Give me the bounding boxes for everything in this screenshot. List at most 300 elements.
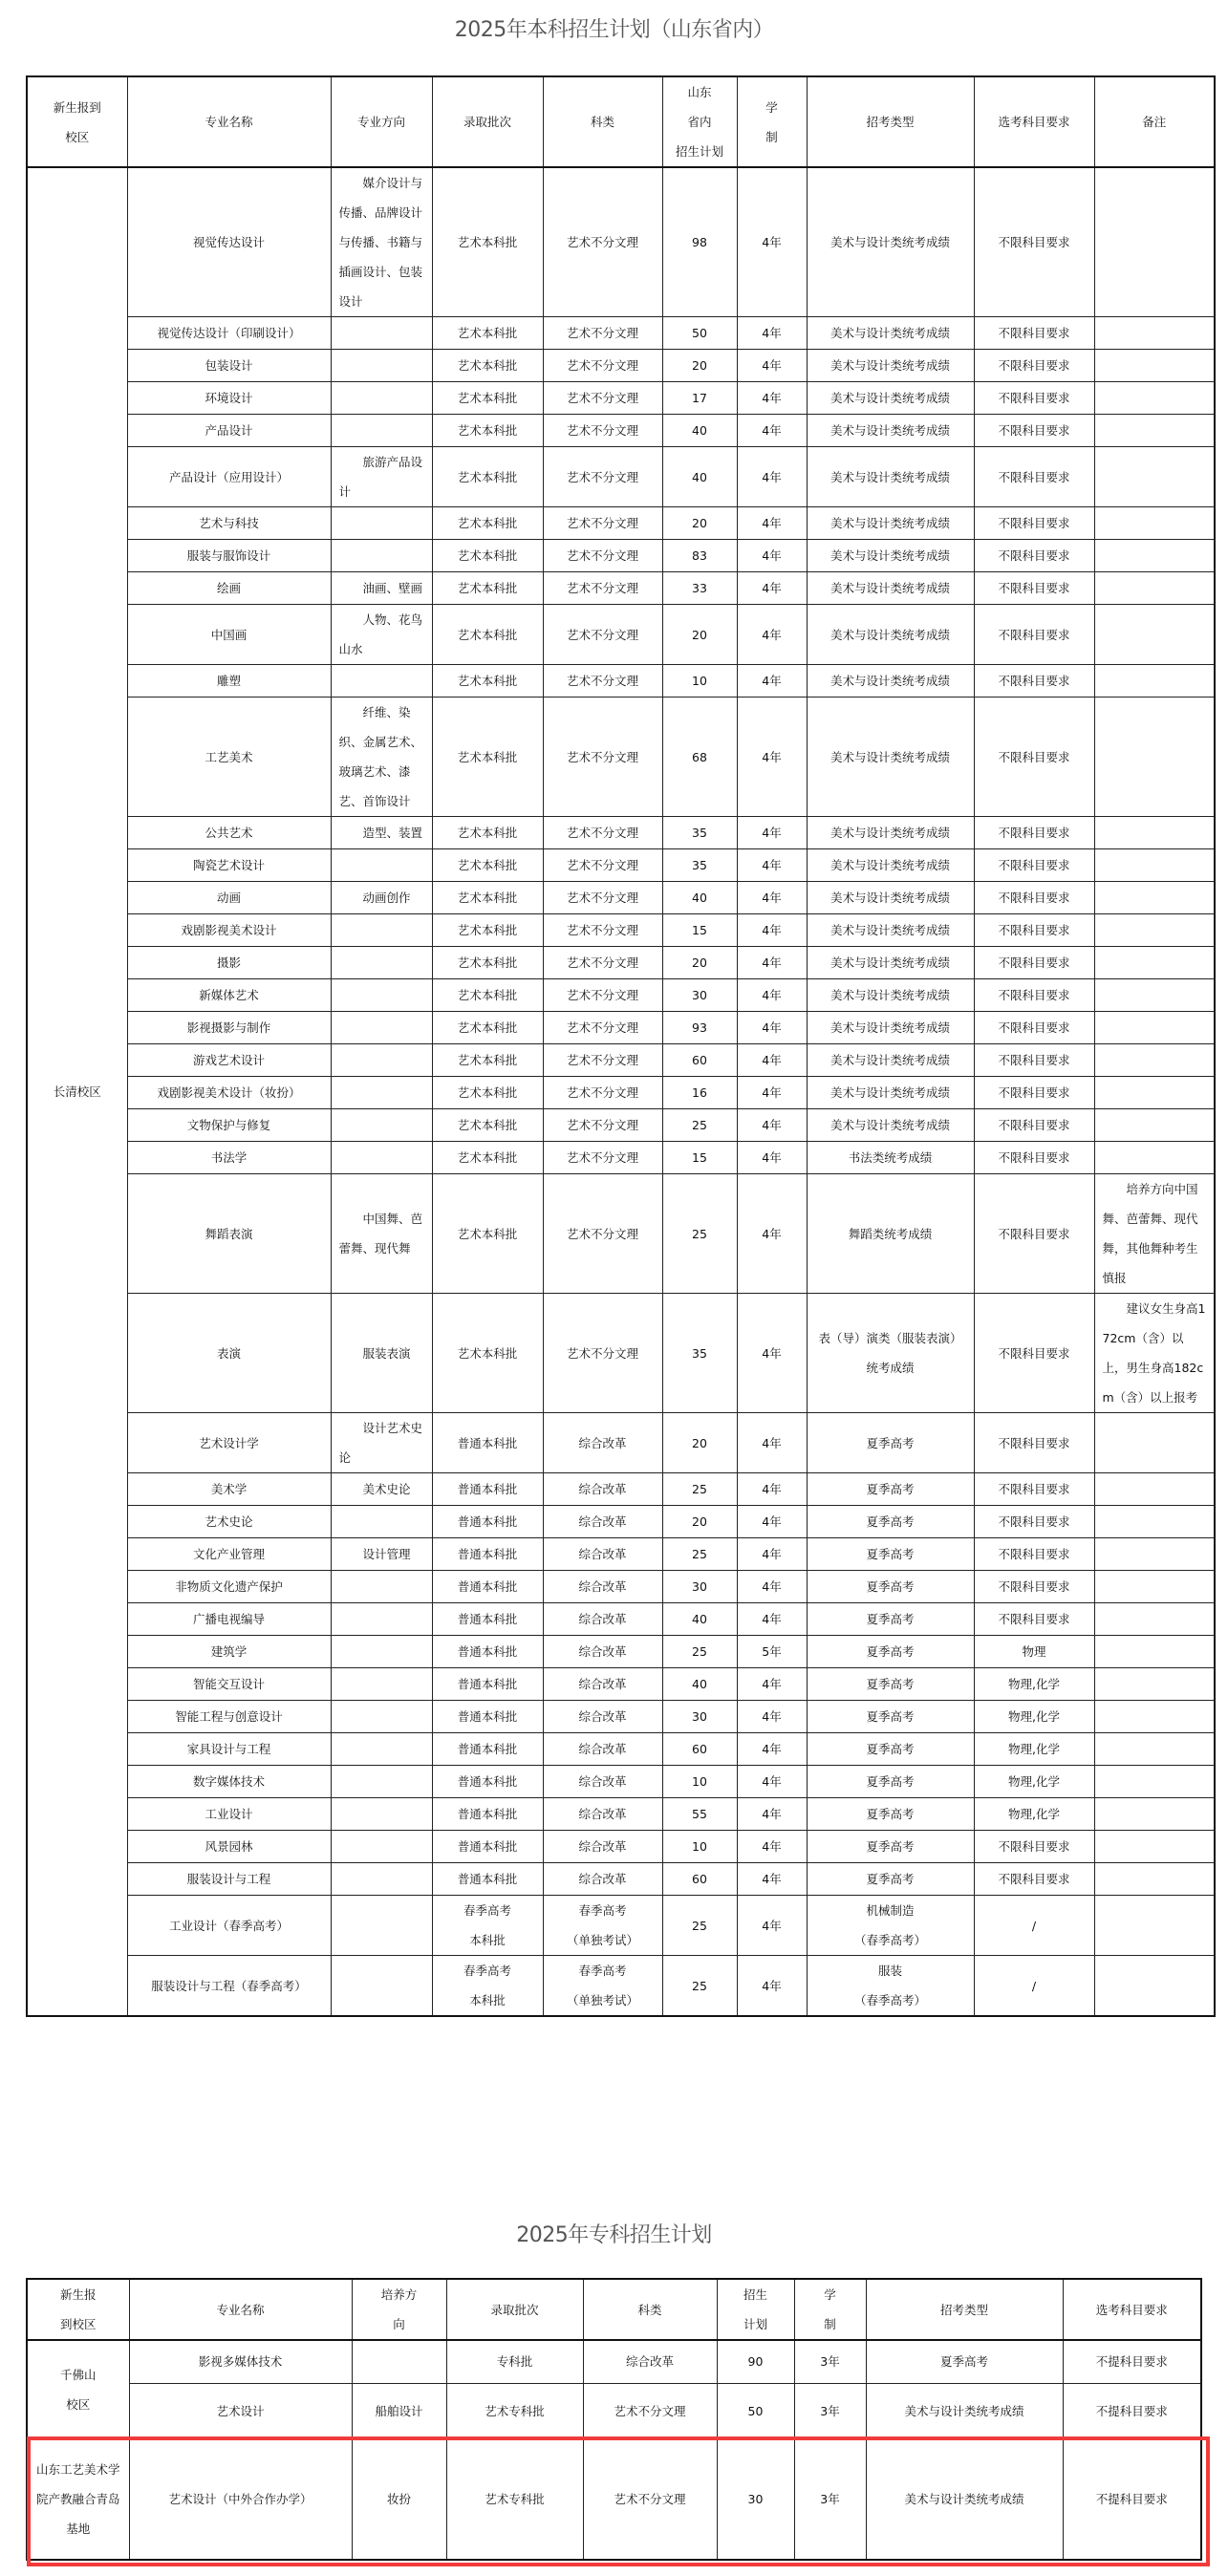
admission-batch: 艺术本科批 bbox=[432, 1012, 543, 1044]
subject-category: 综合改革 bbox=[543, 1766, 662, 1798]
table-row bbox=[27, 1174, 1215, 1294]
plan-count: 25 bbox=[662, 1109, 737, 1142]
duration: 4年 bbox=[737, 1701, 807, 1733]
table-row bbox=[27, 1863, 1215, 1896]
plan-count: 40 bbox=[662, 447, 737, 507]
table-row bbox=[27, 2340, 1201, 2383]
subject-category: 综合改革 bbox=[543, 1538, 662, 1571]
major-direction: 油画、壁画 bbox=[331, 572, 432, 605]
table-row bbox=[27, 1109, 1215, 1142]
major-name: 数字媒体技术 bbox=[127, 1766, 331, 1798]
admission-batch: 艺术本科批 bbox=[432, 415, 543, 447]
table-row bbox=[27, 415, 1215, 447]
table-row bbox=[27, 382, 1215, 415]
major-name: 产品设计（应用设计） bbox=[127, 447, 331, 507]
table-row bbox=[27, 979, 1215, 1012]
major-name: 中国画 bbox=[127, 605, 331, 665]
remarks bbox=[1094, 1701, 1215, 1733]
duration: 4年 bbox=[737, 1012, 807, 1044]
plan-count: 20 bbox=[662, 507, 737, 540]
duration: 4年 bbox=[737, 1798, 807, 1831]
admission-batch: 普通本科批 bbox=[432, 1603, 543, 1636]
remarks bbox=[1094, 698, 1215, 817]
subject-requirement: 不限科目要求 bbox=[974, 167, 1094, 317]
duration: 4年 bbox=[737, 947, 807, 979]
duration: 4年 bbox=[737, 382, 807, 415]
plan-count: 20 bbox=[662, 1506, 737, 1538]
plan-count: 30 bbox=[717, 2438, 794, 2560]
subject-category: 艺术不分文理 bbox=[543, 698, 662, 817]
exam-type: 美术与设计类统考成绩 bbox=[807, 167, 974, 317]
plan-count: 15 bbox=[662, 1142, 737, 1174]
major-name: 新媒体艺术 bbox=[127, 979, 331, 1012]
plan-count: 60 bbox=[662, 1863, 737, 1896]
major-direction bbox=[331, 1863, 432, 1896]
admission-batch: 普通本科批 bbox=[432, 1863, 543, 1896]
remarks bbox=[1094, 1142, 1215, 1174]
major-direction: 人物、花鸟山水 bbox=[331, 605, 432, 665]
table-row bbox=[27, 817, 1215, 849]
admission-batch: 艺术本科批 bbox=[432, 665, 543, 698]
admission-batch: 普通本科批 bbox=[432, 1798, 543, 1831]
major-direction bbox=[352, 2340, 446, 2383]
exam-type: 美术与设计类统考成绩 bbox=[807, 1077, 974, 1109]
admission-batch: 艺术本科批 bbox=[432, 605, 543, 665]
subject-category: 综合改革 bbox=[543, 1863, 662, 1896]
duration: 5年 bbox=[737, 1636, 807, 1668]
table-row bbox=[27, 1142, 1215, 1174]
major-direction bbox=[331, 1506, 432, 1538]
plan-count: 30 bbox=[662, 979, 737, 1012]
admission-batch: 春季高考 本科批 bbox=[432, 1896, 543, 1956]
campus-cell: 山东工艺美术学院产教融合青岛基地 bbox=[27, 2438, 129, 2560]
table-header-row bbox=[27, 76, 1215, 167]
subject-requirement: 不限科目要求 bbox=[974, 914, 1094, 947]
major-name: 艺术设计 bbox=[129, 2383, 352, 2438]
exam-type: 夏季高考 bbox=[807, 1831, 974, 1863]
undergrad-plan-table bbox=[26, 75, 1216, 2017]
table-row bbox=[27, 1538, 1215, 1571]
column-header: 备注 bbox=[1094, 76, 1215, 167]
remarks bbox=[1094, 1603, 1215, 1636]
remarks bbox=[1094, 350, 1215, 382]
major-direction bbox=[331, 914, 432, 947]
subject-requirement: 不限科目要求 bbox=[974, 979, 1094, 1012]
subject-category: 艺术不分文理 bbox=[543, 1142, 662, 1174]
subject-requirement: 不限科目要求 bbox=[974, 507, 1094, 540]
column-header: 培养方 向 bbox=[352, 2279, 446, 2340]
major-name: 艺术设计（中外合作办学） bbox=[129, 2438, 352, 2560]
subject-requirement: 不限科目要求 bbox=[974, 1109, 1094, 1142]
campus-cell: 千佛山 校区 bbox=[27, 2340, 129, 2438]
remarks bbox=[1094, 1538, 1215, 1571]
remarks bbox=[1094, 1863, 1215, 1896]
remarks bbox=[1094, 317, 1215, 350]
plan-count: 10 bbox=[662, 1831, 737, 1863]
duration: 4年 bbox=[737, 1109, 807, 1142]
exam-type: 夏季高考 bbox=[807, 1636, 974, 1668]
remarks bbox=[1094, 167, 1215, 317]
plan-count: 10 bbox=[662, 665, 737, 698]
duration: 4年 bbox=[737, 882, 807, 914]
plan-count: 60 bbox=[662, 1044, 737, 1077]
subject-category: 艺术不分文理 bbox=[543, 540, 662, 572]
admission-batch: 普通本科批 bbox=[432, 1636, 543, 1668]
major-direction bbox=[331, 382, 432, 415]
remarks bbox=[1094, 947, 1215, 979]
subject-category: 艺术不分文理 bbox=[543, 1077, 662, 1109]
major-name: 服装设计与工程 bbox=[127, 1863, 331, 1896]
remarks bbox=[1094, 1571, 1215, 1603]
plan-count: 10 bbox=[662, 1766, 737, 1798]
duration: 4年 bbox=[737, 1956, 807, 2017]
plan-count: 20 bbox=[662, 947, 737, 979]
major-direction bbox=[331, 1077, 432, 1109]
duration: 3年 bbox=[794, 2438, 866, 2560]
plan-count: 40 bbox=[662, 415, 737, 447]
table-row bbox=[27, 447, 1215, 507]
remarks bbox=[1094, 1668, 1215, 1701]
subject-requirement: 不限科目要求 bbox=[974, 350, 1094, 382]
plan-count: 20 bbox=[662, 350, 737, 382]
subject-requirement: 不限科目要求 bbox=[974, 1044, 1094, 1077]
duration: 4年 bbox=[737, 914, 807, 947]
major-name: 舞蹈表演 bbox=[127, 1174, 331, 1294]
subject-requirement: 不限科目要求 bbox=[974, 1174, 1094, 1294]
major-name: 工业设计 bbox=[127, 1798, 331, 1831]
duration: 4年 bbox=[737, 1733, 807, 1766]
major-direction bbox=[331, 1109, 432, 1142]
plan-count: 25 bbox=[662, 1896, 737, 1956]
table-row bbox=[27, 1571, 1215, 1603]
plan-count: 35 bbox=[662, 849, 737, 882]
exam-type: 夏季高考 bbox=[807, 1798, 974, 1831]
major-name: 工业设计（春季高考） bbox=[127, 1896, 331, 1956]
duration: 4年 bbox=[737, 572, 807, 605]
remarks bbox=[1094, 415, 1215, 447]
table-row bbox=[27, 572, 1215, 605]
duration: 4年 bbox=[737, 1896, 807, 1956]
exam-type: 美术与设计类统考成绩 bbox=[807, 317, 974, 350]
remarks bbox=[1094, 540, 1215, 572]
major-name: 戏剧影视美术设计（妆扮） bbox=[127, 1077, 331, 1109]
major-name: 广播电视编导 bbox=[127, 1603, 331, 1636]
exam-type: 美术与设计类统考成绩 bbox=[807, 415, 974, 447]
admission-batch: 艺术本科批 bbox=[432, 1294, 543, 1413]
duration: 4年 bbox=[737, 540, 807, 572]
table-row bbox=[27, 350, 1215, 382]
plan-count: 33 bbox=[662, 572, 737, 605]
table-row bbox=[27, 1701, 1215, 1733]
exam-type: 夏季高考 bbox=[807, 1766, 974, 1798]
major-direction bbox=[331, 1896, 432, 1956]
admission-batch: 艺术本科批 bbox=[432, 540, 543, 572]
column-header: 科类 bbox=[583, 2279, 717, 2340]
subject-category: 艺术不分文理 bbox=[543, 1012, 662, 1044]
subject-category: 艺术不分文理 bbox=[543, 317, 662, 350]
table-row bbox=[27, 1956, 1215, 2017]
duration: 4年 bbox=[737, 1571, 807, 1603]
admission-batch: 艺术本科批 bbox=[432, 882, 543, 914]
major-direction bbox=[331, 415, 432, 447]
subject-requirement: 物理,化学 bbox=[974, 1733, 1094, 1766]
column-header: 专业名称 bbox=[129, 2279, 352, 2340]
column-header: 录取批次 bbox=[446, 2279, 583, 2340]
admission-batch: 艺术本科批 bbox=[432, 167, 543, 317]
subject-category: 艺术不分文理 bbox=[543, 605, 662, 665]
major-name: 陶瓷艺术设计 bbox=[127, 849, 331, 882]
subject-requirement: 物理,化学 bbox=[974, 1701, 1094, 1733]
table-row bbox=[27, 1413, 1215, 1473]
duration: 4年 bbox=[737, 1603, 807, 1636]
major-name: 美术学 bbox=[127, 1473, 331, 1506]
exam-type: 夏季高考 bbox=[807, 1603, 974, 1636]
subject-category: 艺术不分文理 bbox=[543, 507, 662, 540]
table-row bbox=[27, 605, 1215, 665]
table-row bbox=[27, 1473, 1215, 1506]
major-direction bbox=[331, 350, 432, 382]
exam-type: 美术与设计类统考成绩 bbox=[866, 2438, 1063, 2560]
remarks bbox=[1094, 447, 1215, 507]
exam-type: 美术与设计类统考成绩 bbox=[807, 447, 974, 507]
admission-batch: 艺术本科批 bbox=[432, 914, 543, 947]
major-direction: 船舶设计 bbox=[352, 2383, 446, 2438]
major-direction bbox=[331, 1956, 432, 2017]
subject-requirement: 不限科目要求 bbox=[974, 849, 1094, 882]
exam-type: 美术与设计类统考成绩 bbox=[807, 817, 974, 849]
plan-count: 98 bbox=[662, 167, 737, 317]
subject-requirement: / bbox=[974, 1956, 1094, 2017]
subject-category: 艺术不分文理 bbox=[543, 849, 662, 882]
table-row bbox=[27, 698, 1215, 817]
exam-type: 机械制造 （春季高考） bbox=[807, 1896, 974, 1956]
table-row bbox=[27, 1668, 1215, 1701]
exam-type: 美术与设计类统考成绩 bbox=[807, 979, 974, 1012]
subject-category: 艺术不分文理 bbox=[543, 350, 662, 382]
major-direction bbox=[331, 317, 432, 350]
plan-count: 25 bbox=[662, 1636, 737, 1668]
exam-type: 夏季高考 bbox=[807, 1863, 974, 1896]
remarks bbox=[1094, 665, 1215, 698]
remarks: 建议女生身高172cm（含）以上，男生身高182cm（含）以上报考 bbox=[1094, 1294, 1215, 1413]
duration: 3年 bbox=[794, 2383, 866, 2438]
exam-type: 书法类统考成绩 bbox=[807, 1142, 974, 1174]
admission-batch: 普通本科批 bbox=[432, 1831, 543, 1863]
duration: 4年 bbox=[737, 665, 807, 698]
admission-batch: 艺术本科批 bbox=[432, 1142, 543, 1174]
duration: 4年 bbox=[737, 1413, 807, 1473]
admission-batch: 艺术本科批 bbox=[432, 1174, 543, 1294]
column-header: 山东 省内 招生计划 bbox=[662, 76, 737, 167]
column-header: 科类 bbox=[543, 76, 662, 167]
major-direction bbox=[331, 1733, 432, 1766]
subject-category: 综合改革 bbox=[543, 1701, 662, 1733]
major-name: 非物质文化遗产保护 bbox=[127, 1571, 331, 1603]
subject-category: 艺术不分文理 bbox=[543, 1294, 662, 1413]
admission-batch: 专科批 bbox=[446, 2340, 583, 2383]
table-row bbox=[27, 849, 1215, 882]
exam-type: 美术与设计类统考成绩 bbox=[807, 882, 974, 914]
major-name: 艺术设计学 bbox=[127, 1413, 331, 1473]
remarks bbox=[1094, 605, 1215, 665]
column-header: 录取批次 bbox=[432, 76, 543, 167]
table-row bbox=[27, 1506, 1215, 1538]
subject-category: 综合改革 bbox=[543, 1603, 662, 1636]
remarks bbox=[1094, 572, 1215, 605]
major-name: 产品设计 bbox=[127, 415, 331, 447]
major-name: 视觉传达设计（印刷设计） bbox=[127, 317, 331, 350]
subject-requirement: 不限科目要求 bbox=[974, 572, 1094, 605]
subject-requirement: 不限科目要求 bbox=[974, 698, 1094, 817]
remarks bbox=[1094, 1956, 1215, 2017]
duration: 4年 bbox=[737, 1831, 807, 1863]
column-header: 专业名称 bbox=[127, 76, 331, 167]
major-name: 艺术与科技 bbox=[127, 507, 331, 540]
remarks bbox=[1094, 1831, 1215, 1863]
plan-count: 15 bbox=[662, 914, 737, 947]
subject-category: 艺术不分文理 bbox=[543, 382, 662, 415]
exam-type: 美术与设计类统考成绩 bbox=[807, 605, 974, 665]
major-direction: 媒介设计与传播、品牌设计与传播、书籍与插画设计、包装设计 bbox=[331, 167, 432, 317]
admission-batch: 艺术本科批 bbox=[432, 572, 543, 605]
admission-batch: 普通本科批 bbox=[432, 1413, 543, 1473]
subject-requirement: 不限科目要求 bbox=[974, 882, 1094, 914]
admission-batch: 艺术本科批 bbox=[432, 979, 543, 1012]
exam-type: 美术与设计类统考成绩 bbox=[807, 665, 974, 698]
plan-count: 90 bbox=[717, 2340, 794, 2383]
major-name: 绘画 bbox=[127, 572, 331, 605]
remarks bbox=[1094, 1798, 1215, 1831]
remarks bbox=[1094, 1413, 1215, 1473]
major-name: 家具设计与工程 bbox=[127, 1733, 331, 1766]
exam-type: 美术与设计类统考成绩 bbox=[807, 914, 974, 947]
exam-type: 服装 （春季高考） bbox=[807, 1956, 974, 2017]
admission-batch: 艺术专科批 bbox=[446, 2438, 583, 2560]
college-plan-table bbox=[26, 2278, 1202, 2561]
major-direction bbox=[331, 1012, 432, 1044]
remarks bbox=[1094, 914, 1215, 947]
remarks bbox=[1094, 1077, 1215, 1109]
major-name: 服装与服饰设计 bbox=[127, 540, 331, 572]
remarks bbox=[1094, 882, 1215, 914]
subject-category: 艺术不分文理 bbox=[543, 882, 662, 914]
exam-type: 舞蹈类统考成绩 bbox=[807, 1174, 974, 1294]
plan-count: 40 bbox=[662, 1668, 737, 1701]
subject-requirement: 不提科目要求 bbox=[1063, 2340, 1201, 2383]
admission-batch: 艺术本科批 bbox=[432, 507, 543, 540]
major-direction bbox=[331, 1571, 432, 1603]
exam-type: 美术与设计类统考成绩 bbox=[807, 1044, 974, 1077]
plan-count: 50 bbox=[662, 317, 737, 350]
exam-type: 表（导）演类（服装表演） 统考成绩 bbox=[807, 1294, 974, 1413]
remarks bbox=[1094, 507, 1215, 540]
plan-count: 20 bbox=[662, 1413, 737, 1473]
major-name: 包装设计 bbox=[127, 350, 331, 382]
major-name: 表演 bbox=[127, 1294, 331, 1413]
subject-category: 艺术不分文理 bbox=[543, 1044, 662, 1077]
duration: 4年 bbox=[737, 849, 807, 882]
subject-requirement: 物理,化学 bbox=[974, 1798, 1094, 1831]
subject-category: 艺术不分文理 bbox=[543, 167, 662, 317]
major-direction bbox=[331, 947, 432, 979]
table-row bbox=[27, 1798, 1215, 1831]
table-row bbox=[27, 540, 1215, 572]
major-direction: 造型、装置 bbox=[331, 817, 432, 849]
major-direction: 纤维、染织、金属艺术、玻璃艺术、漆艺、首饰设计 bbox=[331, 698, 432, 817]
remarks bbox=[1094, 1109, 1215, 1142]
duration: 4年 bbox=[737, 1044, 807, 1077]
subject-category: 综合改革 bbox=[543, 1636, 662, 1668]
major-direction bbox=[331, 1766, 432, 1798]
subject-requirement: 不限科目要求 bbox=[974, 817, 1094, 849]
major-direction: 旅游产品设计 bbox=[331, 447, 432, 507]
admission-batch: 艺术本科批 bbox=[432, 317, 543, 350]
major-name: 动画 bbox=[127, 882, 331, 914]
major-name: 风景园林 bbox=[127, 1831, 331, 1863]
plan-count: 35 bbox=[662, 817, 737, 849]
subject-requirement: 不限科目要求 bbox=[974, 540, 1094, 572]
major-direction bbox=[331, 1142, 432, 1174]
column-header: 招生 计划 bbox=[717, 2279, 794, 2340]
remarks bbox=[1094, 1766, 1215, 1798]
remarks bbox=[1094, 1636, 1215, 1668]
subject-requirement: 不限科目要求 bbox=[974, 1506, 1094, 1538]
subject-category: 艺术不分文理 bbox=[583, 2438, 717, 2560]
remarks bbox=[1094, 382, 1215, 415]
subject-requirement: 不限科目要求 bbox=[974, 382, 1094, 415]
admission-batch: 春季高考 本科批 bbox=[432, 1956, 543, 2017]
column-header: 新生报到 校区 bbox=[27, 76, 127, 167]
highlighted-table-row bbox=[27, 2438, 1201, 2560]
subject-category: 艺术不分文理 bbox=[583, 2383, 717, 2438]
subject-requirement: 不限科目要求 bbox=[974, 1012, 1094, 1044]
exam-type: 夏季高考 bbox=[807, 1733, 974, 1766]
duration: 4年 bbox=[737, 507, 807, 540]
subject-requirement: 不限科目要求 bbox=[974, 1831, 1094, 1863]
remarks bbox=[1094, 1012, 1215, 1044]
table-row bbox=[27, 1012, 1215, 1044]
column-header: 学 制 bbox=[737, 76, 807, 167]
column-header: 选考科目要求 bbox=[1063, 2279, 1201, 2340]
column-header: 招考类型 bbox=[807, 76, 974, 167]
major-name: 文化产业管理 bbox=[127, 1538, 331, 1571]
subject-category: 艺术不分文理 bbox=[543, 979, 662, 1012]
major-direction: 妆扮 bbox=[352, 2438, 446, 2560]
subject-category: 综合改革 bbox=[543, 1506, 662, 1538]
major-name: 戏剧影视美术设计 bbox=[127, 914, 331, 947]
column-header: 招考类型 bbox=[866, 2279, 1063, 2340]
admission-batch: 艺术本科批 bbox=[432, 382, 543, 415]
remarks bbox=[1094, 1506, 1215, 1538]
college-plan-title: 2025年专科招生计划 bbox=[516, 2223, 712, 2247]
exam-type: 美术与设计类统考成绩 bbox=[807, 947, 974, 979]
subject-category: 综合改革 bbox=[543, 1413, 662, 1473]
subject-category: 综合改革 bbox=[543, 1831, 662, 1863]
exam-type: 美术与设计类统考成绩 bbox=[807, 507, 974, 540]
subject-category: 艺术不分文理 bbox=[543, 1109, 662, 1142]
subject-requirement: 不限科目要求 bbox=[974, 1538, 1094, 1571]
subject-category: 综合改革 bbox=[543, 1473, 662, 1506]
major-name: 摄影 bbox=[127, 947, 331, 979]
admission-batch: 艺术本科批 bbox=[432, 1077, 543, 1109]
plan-count: 30 bbox=[662, 1571, 737, 1603]
major-name: 公共艺术 bbox=[127, 817, 331, 849]
major-name: 影视摄影与制作 bbox=[127, 1012, 331, 1044]
duration: 4年 bbox=[737, 350, 807, 382]
duration: 4年 bbox=[737, 415, 807, 447]
table-row bbox=[27, 167, 1215, 317]
table-row bbox=[27, 1294, 1215, 1413]
